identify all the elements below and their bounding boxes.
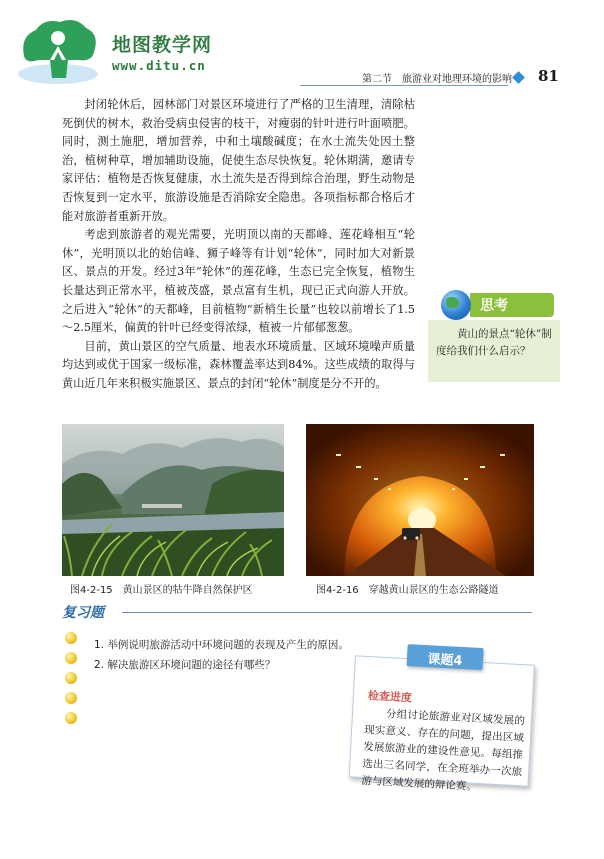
photo-nature-reserve <box>62 424 284 576</box>
page-number: 81 <box>538 67 559 85</box>
task-description: 分组讨论旅游业对区域发展的现实意义、存在的问题，提出区域发展旅游业的建设性意见。每组推选出三名同学，在全班举办一次旅游与区域发展的辩论赛。 <box>361 708 526 793</box>
bullet-icon <box>65 712 77 724</box>
figure-caption-1: 图4-2-15 黄山景区的牯牛降自然保护区 <box>70 585 253 596</box>
bullet-icon <box>65 692 77 704</box>
task-panel <box>349 655 535 793</box>
task-subtitle: 检查进度 <box>367 689 413 705</box>
paragraph: 封闭轮休后，园林部门对景区环境进行了严格的卫生清理，清除枯死倒伏的树木，救治受病虫侵害的枝干，对瘦弱的针叶进行叶面喷肥。同时，测土施肥，增加营养，中和土壤酸碱度；在水土流失处因土整治，植树种草，增加辅助设施，促使生态尽快恢复。轮休期满，邀请专家评估：植物是否恢复健康，水土流失是否得到综合治理，野生动物是否恢复到一定水平，旅游设施是否消除安全隐患。各项指标都合格后才能对旅游者重新开放。 <box>62 98 415 223</box>
figure-caption-2: 图4-2-16 穿越黄山景区的生态公路隧道 <box>316 585 499 596</box>
site-logo <box>14 16 214 88</box>
task-tab <box>407 644 484 670</box>
nature-reserve-illustration <box>62 424 284 576</box>
logo-title: 地图教学网 <box>112 34 213 56</box>
review-question-1: 1. 举例说明旅游活动中环境问题的表现及产生的原因。 <box>94 639 349 651</box>
diamond-icon <box>512 71 525 84</box>
think-panel <box>428 320 560 382</box>
photo-tunnel <box>306 424 534 576</box>
logo-url: www.ditu.cn <box>112 58 206 73</box>
think-box <box>424 290 564 385</box>
review-rule <box>122 612 532 613</box>
globe-icon <box>441 290 471 320</box>
task-tab-label: 课题4 <box>427 652 463 669</box>
paragraph: 目前，黄山景区的空气质量、地表水环境质量、区域环境噪声质量均达到或优于国家一级标准，森林覆盖率达到84%。这些成绩的取得与黄山近几年来积极实施景区、景点的封闭“轮休”制度是分不开的。 <box>62 339 415 390</box>
bullet-icon <box>65 652 77 664</box>
review-title: 复习题 <box>62 605 104 621</box>
bullet-icon <box>65 632 77 644</box>
tree-logo-icon <box>14 16 102 88</box>
section-title: 第二节 旅游业对地理环境的影响 <box>362 74 512 85</box>
think-question: 黄山的景点“轮休”制度给我们什么启示？ <box>436 328 552 357</box>
review-question-2: 2. 解决旅游区环境问题的途径有哪些？ <box>94 659 276 671</box>
task-card <box>348 641 535 793</box>
bullet-icon <box>65 672 77 684</box>
think-header <box>470 293 554 317</box>
running-header <box>300 68 580 88</box>
header-rule <box>300 85 508 86</box>
paragraph: 考虑到旅游者的观光需要，光明顶以南的天都峰、莲花峰相互“轮休”，光明顶以北的始信峰、狮子峰等有计划“轮休”，同时加大对新景区、景点的开发。经过3年“轮休”的莲花峰，生态已完全恢复，植物生长量达到正常水平，植被茂盛，景点富有生机，现已正式向游人开放。之后进入“轮休”的天都峰，目前植物“新梢生长量”也较以前增长了1.5～2.5厘米，偏黄的针叶已经变得浓绿，植被一片郁郁葱葱。 <box>62 228 415 335</box>
body-text <box>62 96 415 394</box>
think-label: 思考 <box>480 298 508 314</box>
tunnel-illustration <box>306 424 534 576</box>
